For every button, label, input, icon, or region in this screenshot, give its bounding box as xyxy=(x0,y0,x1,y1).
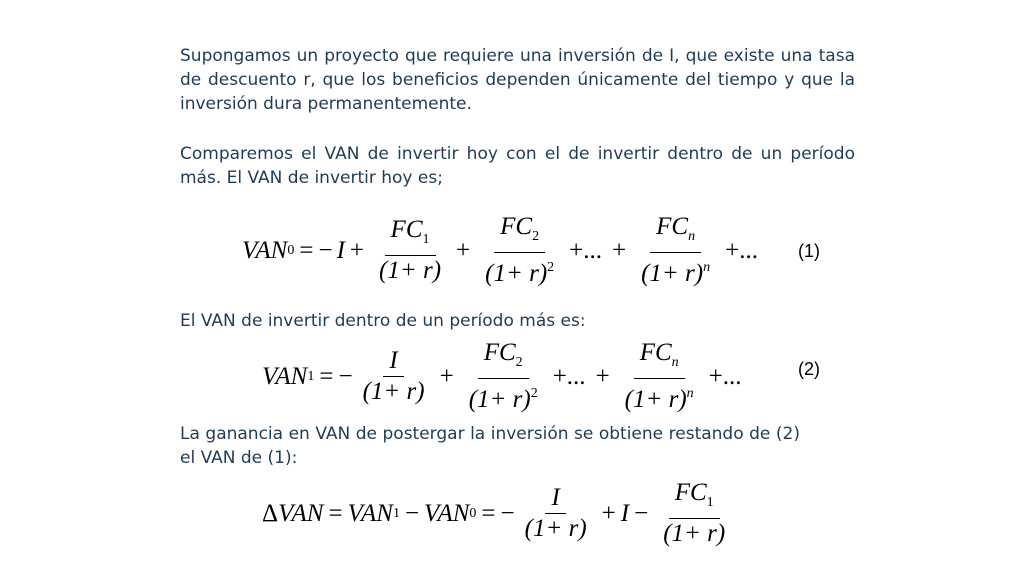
intro-paragraph: Supongamos un proyecto que requiere una inversión de I, que existe una tasa de descuento r, que los beneficios dependen únicamente del tiempo y que la inversión dura permanentemente. xyxy=(180,46,855,114)
compare-paragraph: Comparemos el VAN de invertir hoy con el de invertir dentro de un período más. El VAN de invertir hoy es; xyxy=(180,144,855,188)
equation-1-number: (1) xyxy=(798,241,820,261)
fraction-fcn: $\frac{FC_n}{(1+ r)^n}$ xyxy=(641,213,711,287)
fraction-fc1: $\frac{FC_1}{(1+ r)}$ xyxy=(379,216,442,284)
fraction-fc2: $\frac{FC_2}{(1+ r)^2}$ xyxy=(468,339,538,413)
fraction-i: $\frac{I}{(1+ r)}$ xyxy=(524,484,587,542)
delayed-paragraph: El VAN de invertir dentro de un período más es: xyxy=(180,311,586,331)
equation-2: VAN 1 = − $\frac{I}{(1+ r)}$ + $\frac{FC_2}{(1+ r)^2}$ +... + $\frac{FC_n}{(1+ r)^n}$ +... xyxy=(262,339,742,413)
equation-3: Δ VAN = VAN 1 − VAN 0 = − $\frac{I}{(1+ r)}$ + I − $\frac{FC_1}{(1+ r)}$ xyxy=(262,478,735,549)
fraction-fcn: $\frac{FC_n}{(1+ r)^n}$ xyxy=(624,339,694,413)
equation-2-number: (2) xyxy=(798,359,820,379)
gain-paragraph: La ganancia en VAN de postergar la inversión se obtiene restando de (2) el VAN de (1): xyxy=(180,424,800,468)
fraction-fc2: $\frac{FC_2}{(1+ r)^2}$ xyxy=(485,213,555,287)
fraction-fc1: $\frac{FC_1}{(1+ r)}$ xyxy=(663,479,726,547)
equation-1: VAN 0 = − I + $\frac{FC_1}{(1+ r)}$ + $\frac{FC_2}{(1+ r)^2}$ +... + $\frac{FC_n}{(1+ r)^n}$ +... xyxy=(242,213,758,287)
fraction-i: $\frac{I}{(1+ r)}$ xyxy=(362,347,425,405)
